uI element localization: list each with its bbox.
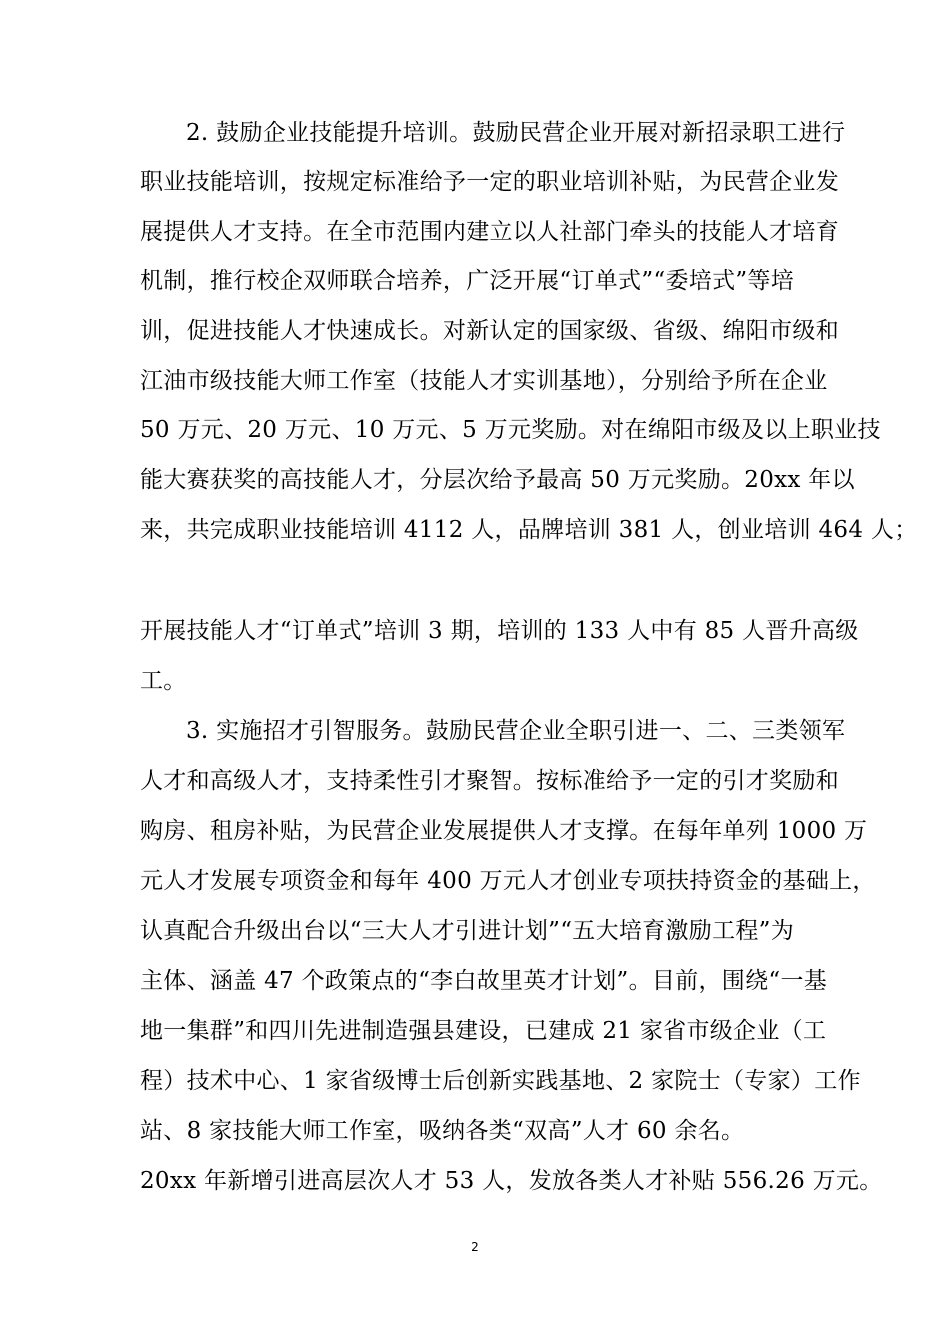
paragraph-2-line-3: 展提供人才支持。在全市范围内建立以人社部门牵头的技能人才培育 bbox=[140, 219, 839, 245]
paragraph-3-line-2: 人才和高级人才，支持柔性引才聚智。按标准给予一定的引才奖励和 bbox=[140, 768, 839, 794]
paragraph-3-line-10: 20xx 年新增引进高层次人才 53 人，发放各类人才补贴 556.26 万元。 bbox=[140, 1168, 883, 1194]
paragraph-3-line-7: 地一集群”和四川先进制造强县建设，已建成 21 家省市级企业（工 bbox=[140, 1018, 827, 1044]
paragraph-3-line-6: 主体、涵盖 47 个政策点的“李白故里英才计划”。目前，围绕“一基 bbox=[140, 968, 828, 994]
paragraph-2-line-4: 机制，推行校企双师联合培养，广泛开展“订单式”“委培式”等培 bbox=[140, 268, 795, 294]
paragraph-2-line-1: 2. 鼓励企业技能提升培训。鼓励民营企业开展对新招录职工进行 bbox=[186, 120, 846, 146]
paragraph-2-cont-line-1: 开展技能人才“订单式”培训 3 期，培训的 133 人中有 85 人晋升高级 bbox=[140, 618, 859, 644]
paragraph-2-line-2: 职业技能培训，按规定标准给予一定的职业培训补贴，为民营企业发 bbox=[140, 169, 839, 195]
paragraph-2-line-9: 来，共完成职业技能培训 4112 人，品牌培训 381 人，创业培训 464 人； bbox=[140, 517, 918, 543]
paragraph-2-line-5: 训，促进技能人才快速成长。对新认定的国家级、省级、绵阳市级和 bbox=[140, 318, 839, 344]
paragraph-3-line-1: 3. 实施招才引智服务。鼓励民营企业全职引进一、二、三类领军 bbox=[186, 718, 846, 744]
paragraph-2-line-7: 50 万元、20 万元、10 万元、5 万元奖励。对在绵阳市级及以上职业技 bbox=[140, 417, 881, 443]
paragraph-3-line-4: 元人才发展专项资金和每年 400 万元人才创业专项扶持资金的基础上， bbox=[140, 868, 876, 894]
paragraph-3-line-3: 购房、租房补贴，为民营企业发展提供人才支撑。在每年单列 1000 万 bbox=[140, 818, 868, 844]
page-number: 2 bbox=[471, 1240, 479, 1254]
paragraph-2-line-6: 江油市级技能大师工作室（技能人才实训基地），分别给予所在企业 bbox=[140, 368, 828, 394]
paragraph-3-line-8: 程）技术中心、1 家省级博士后创新实践基地、2 家院士（专家）工作 bbox=[140, 1068, 861, 1094]
paragraph-2-cont-line-2: 工。 bbox=[140, 668, 187, 694]
paragraph-3-line-9: 站、8 家技能大师工作室，吸纳各类“双高”人才 60 余名。 bbox=[140, 1118, 745, 1144]
paragraph-2-line-8: 能大赛获奖的高技能人才，分层次给予最高 50 万元奖励。20xx 年以 bbox=[140, 467, 855, 493]
paragraph-3-line-5: 认真配合升级出台以“三大人才引进计划”“五大培育激励工程”为 bbox=[140, 918, 795, 944]
